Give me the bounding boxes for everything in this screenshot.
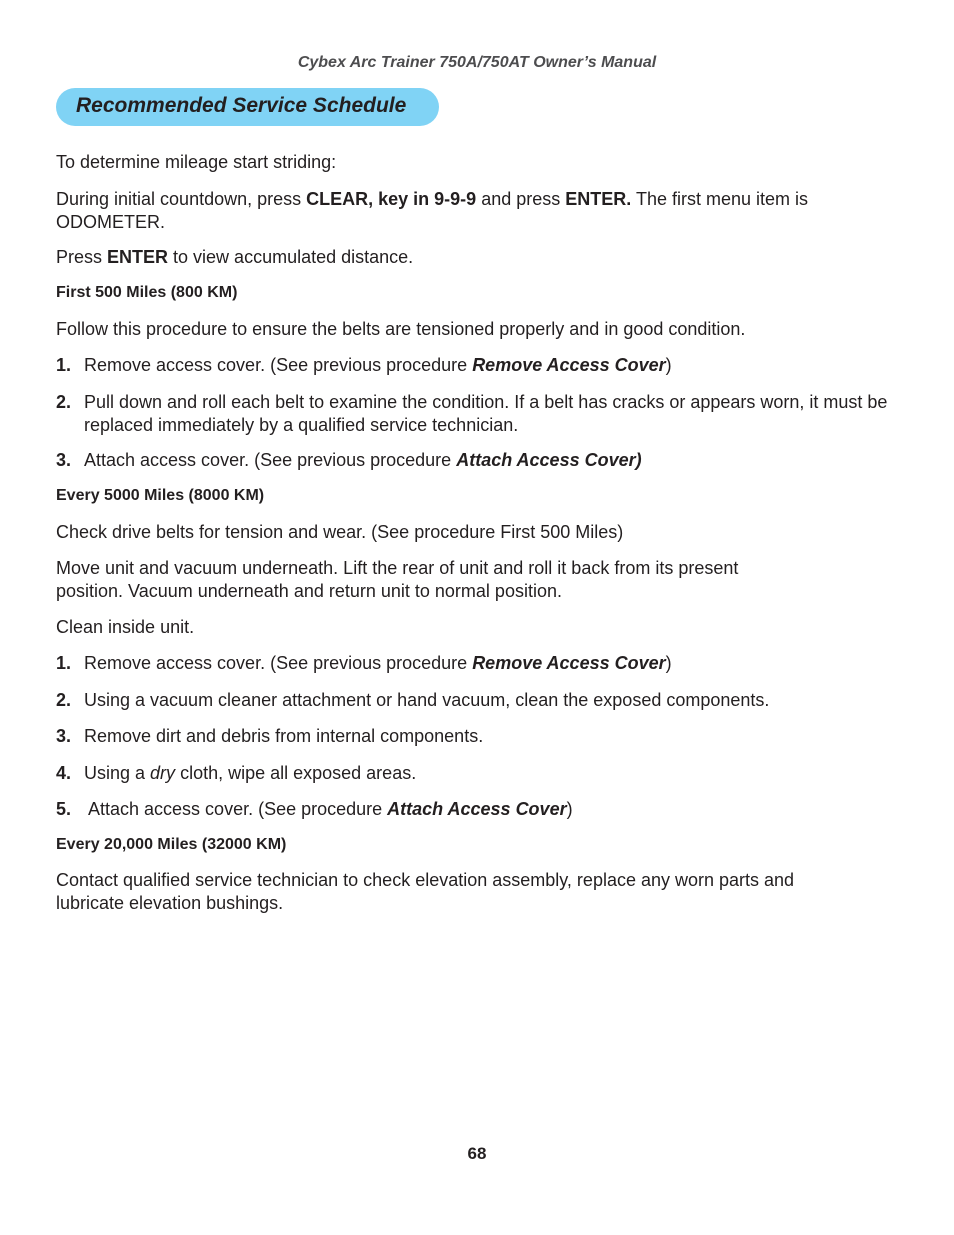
first-500-step-3 [56, 449, 906, 472]
step-text: Using a vacuum cleaner attachment or hand vacuum, clean the exposed components. [84, 690, 770, 710]
step-text: Using a [84, 763, 151, 783]
manual-header: Cybex Arc Trainer 750A/750AT Owner’s Manual [297, 54, 657, 71]
step-number: 2. [56, 392, 72, 412]
every-5000-step-4 [56, 762, 906, 785]
every-5000-paragraph-3: Clean inside unit. [56, 617, 195, 637]
step-emphasis: Remove Access Cover [472, 355, 666, 375]
intro-p2-text-a: During initial countdown, press [56, 189, 307, 209]
intro-paragraph-3 [56, 246, 906, 269]
paragraph-line: position. Vacuum underneath and return unit to normal position. [56, 580, 562, 601]
first-500-heading: First 500 Miles (800 KM) [56, 284, 238, 301]
step-text: Attach access cover. (See previous procedure [84, 450, 457, 470]
step-emphasis: Remove Access Cover [472, 653, 666, 673]
step-number: 2. [56, 690, 72, 710]
first-500-description: Follow this procedure to ensure the belts are tensioned properly and in good condition. [56, 319, 746, 339]
step-text: Remove access cover. (See previous procedure [84, 355, 473, 375]
intro-p3-text-a: Press [56, 247, 108, 267]
intro-paragraph-1: To determine mileage start striding: [56, 152, 337, 172]
step-number: 1. [56, 355, 72, 375]
step-text-after: cloth, wipe all exposed areas. [175, 763, 417, 783]
every-5000-paragraph-2 [56, 557, 906, 602]
intro-p2-text-e: The first menu item is ODOMETER. [56, 189, 809, 232]
step-text-after: ) [665, 355, 672, 375]
page-number: 68 [467, 1144, 487, 1163]
step-text: Attach access cover. (See procedure [84, 799, 388, 819]
every-5000-step-3 [56, 725, 906, 748]
every-20000-paragraph [56, 869, 906, 914]
step-number: 5. [56, 799, 72, 819]
first-500-step-2 [56, 391, 906, 436]
intro-paragraph-2 [56, 188, 906, 233]
every-5000-paragraph-1: Check drive belts for tension and wear. (See procedure First 500 Miles) [56, 522, 624, 542]
step-text-after: ) [665, 653, 672, 673]
intro-p2-key-sequence: CLEAR, key in 9-9-9 [306, 189, 477, 209]
section-title-banner [56, 88, 439, 126]
paragraph-line: Move unit and vacuum underneath. Lift the rear of unit and roll it back from its present [56, 558, 739, 578]
every-5000-step-2 [56, 689, 906, 712]
paragraph-line: Contact qualified service technician to check elevation assembly, replace any worn parts and [56, 870, 795, 890]
every-5000-step-1 [56, 652, 906, 675]
step-emphasis: Attach Access Cover [387, 799, 567, 819]
intro-p3-text-c: to view accumulated distance. [168, 247, 414, 267]
step-text: Remove access cover. (See previous procedure [84, 653, 473, 673]
step-emphasis: Attach Access Cover) [456, 450, 642, 470]
step-number: 4. [56, 763, 72, 783]
every-20000-heading: Every 20,000 Miles (32000 KM) [56, 836, 287, 853]
intro-p3-enter: ENTER [107, 247, 169, 267]
step-number: 3. [56, 726, 72, 746]
intro-p2-enter: ENTER. [565, 189, 632, 209]
step-number: 1. [56, 653, 72, 673]
step-text: Remove dirt and debris from internal components. [84, 726, 484, 746]
step-number: 3. [56, 450, 72, 470]
every-5000-step-5 [56, 798, 906, 821]
step-text-after: ) [566, 799, 573, 819]
first-500-step-1 [56, 354, 906, 377]
step-italic: dry [150, 763, 176, 783]
step-text: Pull down and roll each belt to examine the condition. If a belt has cracks or appears worn, it must be replaced immediately by a qualified service technician. [84, 392, 888, 435]
section-title: Recommended Service Schedule [76, 94, 407, 117]
intro-p2-text-c: and press [476, 189, 566, 209]
every-5000-heading: Every 5000 Miles (8000 KM) [56, 487, 265, 504]
paragraph-line: lubricate elevation bushings. [56, 892, 284, 913]
